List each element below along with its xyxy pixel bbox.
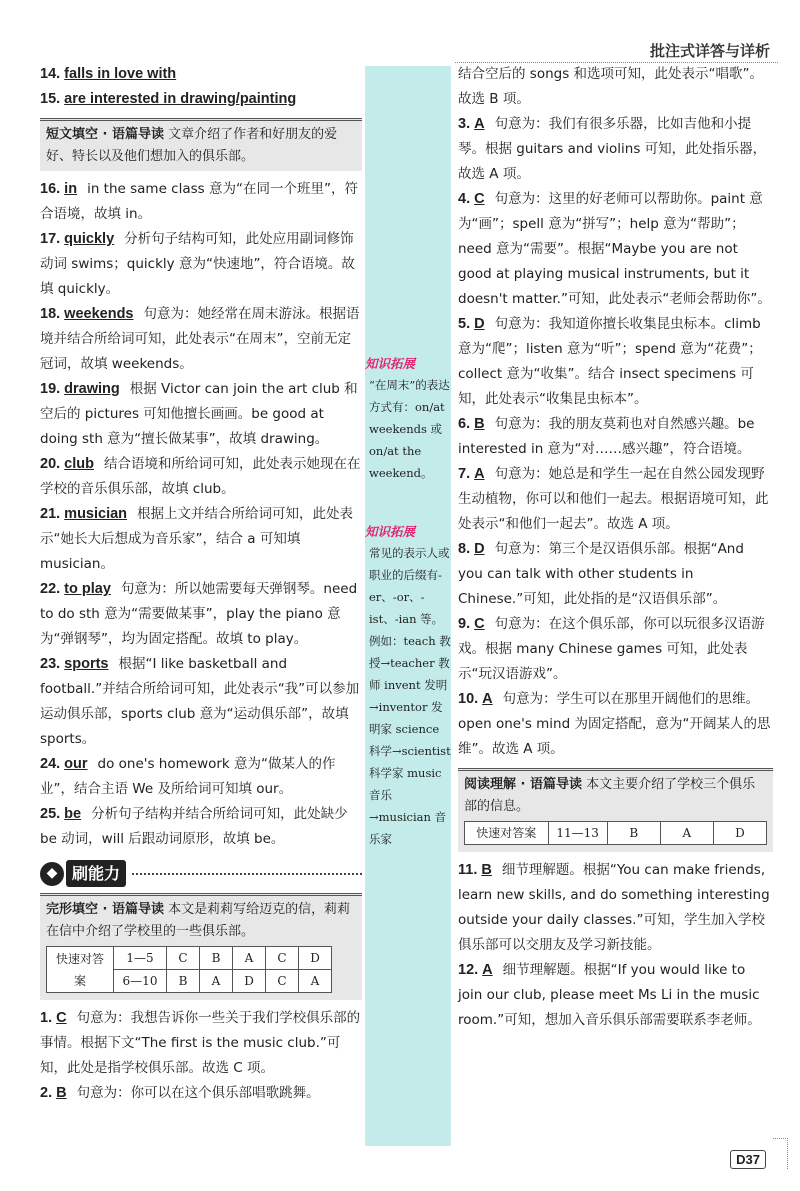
- answer-cell: B: [167, 970, 200, 993]
- item-explanation: 句意为：我们有很多乐器，比如吉他和小提琴。根据 guitars and violins 可知，此处指乐器，故选 A 项。: [458, 116, 767, 182]
- item-number: 7.: [458, 466, 471, 482]
- item-answer: D: [474, 316, 485, 332]
- item-answer: D: [474, 541, 485, 557]
- section-badge: [40, 860, 362, 887]
- range-cell: 1—5: [114, 947, 167, 970]
- range-cell: 6—10: [114, 970, 167, 993]
- answer-cell: C: [167, 947, 200, 970]
- answer-list-fill-1: [40, 62, 362, 112]
- item-number: 4.: [458, 191, 471, 207]
- item-number: 18.: [40, 306, 61, 322]
- item-answer: falls in love with: [64, 66, 177, 82]
- note-title: 知识拓展: [365, 524, 416, 539]
- item-answer: B: [56, 1085, 67, 1101]
- answer-item: [40, 502, 362, 577]
- table-row: [465, 822, 767, 845]
- answer-list-reading: [458, 858, 773, 1033]
- item-number: 17.: [40, 231, 61, 247]
- page-corner: [773, 1138, 788, 1169]
- answer-item: [40, 452, 362, 502]
- item-number: 11.: [458, 862, 478, 878]
- item-answer: quickly: [64, 231, 115, 247]
- item-number: 9.: [458, 616, 471, 632]
- passage-guide-text: 文章介绍了作者和好朋友的爱好、特长以及他们想加入的俱乐部。: [46, 127, 338, 164]
- answer-cell: C: [266, 970, 299, 993]
- answer-cell: D: [713, 822, 766, 845]
- page-number: D37: [730, 1150, 766, 1169]
- answer-item: [458, 537, 773, 612]
- page-header-title: 批注式详答与详析: [649, 42, 770, 60]
- item-explanation: 句意为：我想告诉你一些关于我们学校俱乐部的事情。根据下文“The first is the music club.”可知，此处是指学校俱乐部。故选 C 项。: [40, 1010, 361, 1076]
- answer-item: [458, 112, 773, 187]
- item-answer: sports: [64, 656, 109, 672]
- passage-guide-text: 本文是莉莉写给迈克的信，莉莉在信中介绍了学校里的一些俱乐部。: [46, 902, 351, 939]
- answer-item: [458, 858, 773, 958]
- answer-item: [458, 187, 773, 312]
- item-number: 12.: [458, 962, 479, 978]
- item-answer: club: [64, 456, 94, 472]
- answer-list-cloze-2: [458, 112, 773, 762]
- answer-item: [458, 612, 773, 687]
- item-answer: C: [474, 191, 485, 207]
- quick-answer-head: 快速对答案: [47, 947, 114, 993]
- section-badge-label: 刷能力: [66, 860, 126, 887]
- quick-answer-head: 快速对答案: [465, 822, 549, 845]
- item-answer: weekends: [64, 306, 134, 322]
- item-number: 6.: [458, 416, 471, 432]
- item-number: 2.: [40, 1085, 53, 1101]
- answer-item: [40, 1081, 362, 1106]
- dumbbell-icon: ◆: [40, 862, 64, 886]
- item-explanation: 分析句子结构可知，此处应用副词修饰动词 swims；quickly 意为“快速地”，符合语境。故填 quickly。: [40, 231, 355, 297]
- item-explanation: 句意为：在这个俱乐部，你可以玩很多汉语游戏。根据 many Chinese games 可知，此处表示“玩汉语游戏”。: [458, 616, 765, 682]
- item-number: 8.: [458, 541, 471, 557]
- item-explanation: 根据“I like basketball and football.”并结合所给词可知，此处表示“我”可以参加运动俱乐部，sports club 意为“运动俱乐部”，故填 sports。: [40, 656, 360, 747]
- passage-guide-label: 短文填空 · 语篇导读: [46, 127, 164, 142]
- item-answer: A: [474, 116, 485, 132]
- quick-answer-table: [46, 946, 332, 993]
- answer-list-fill-2: [40, 177, 362, 852]
- item-explanation: 句意为：第三个是汉语俱乐部。根据“And you can talk with other students in Chinese.”可知，此处指的是“汉语俱乐部”。: [458, 541, 744, 607]
- item-answer: C: [474, 616, 485, 632]
- passage-guide-box-1: [40, 118, 362, 171]
- item-number: 24.: [40, 756, 61, 772]
- answer-cell: A: [299, 970, 332, 993]
- side-notes-column: [365, 66, 451, 1146]
- item-number: 25.: [40, 806, 61, 822]
- answer-item: [40, 577, 362, 652]
- passage-guide-label: 阅读理解 · 语篇导读: [464, 777, 582, 792]
- item-answer: A: [482, 962, 493, 978]
- answer-cell: A: [660, 822, 713, 845]
- item-number: 14.: [40, 66, 61, 82]
- item-explanation: 细节理解题。根据“You can make friends, learn new skills, and do something interesting outside your daily classes.”可知，学生加入学校俱乐部可以交朋友及学习新技能。: [458, 862, 770, 953]
- answer-list-cloze: [40, 1006, 362, 1106]
- answer-cell: D: [233, 970, 266, 993]
- item-explanation: 分析句子结构并结合所给词可知，此处缺少 be 动词，will 后跟动词原形，故填 be。: [40, 806, 348, 847]
- answer-item: [40, 177, 362, 227]
- note-title: 知识拓展: [365, 356, 416, 371]
- answer-item: [40, 377, 362, 452]
- left-column: [40, 62, 362, 1106]
- item-explanation: 句意为：她总是和学生一起在自然公园发现野生动植物，你可以和他们一起去。根据语境可知，此处表示“和他们一起去”。故选 A 项。: [458, 466, 769, 532]
- item-number: 16.: [40, 181, 61, 197]
- item-answer: B: [474, 416, 485, 432]
- item-explanation: 根据 Victor can join the art club 和空后的 pictures 可知他擅长画画。be good at doing sth 意为“擅长做某事”，故填 drawing。: [40, 381, 358, 447]
- item-explanation: 结合语境和所给词可知，此处表示她现在在学校的音乐俱乐部，故填 club。: [40, 456, 361, 497]
- answer-cell: C: [266, 947, 299, 970]
- answer-cell: A: [200, 970, 233, 993]
- answer-item: [40, 652, 362, 752]
- answer-item: [458, 312, 773, 412]
- answer-item: [40, 227, 362, 302]
- quick-answer-table: [464, 821, 767, 845]
- item-answer: C: [56, 1010, 67, 1026]
- answer-cell: B: [607, 822, 660, 845]
- passage-guide-label: 完形填空 · 语篇导读: [46, 902, 164, 917]
- item-answer: to play: [64, 581, 111, 597]
- passage-guide-box-2: [40, 893, 362, 1000]
- item-answer: our: [64, 756, 88, 772]
- item-number: 3.: [458, 116, 471, 132]
- range-cell: 11—13: [548, 822, 607, 845]
- passage-guide-text: 本文主要介绍了学校三个俱乐部的信息。: [464, 777, 756, 814]
- dotted-divider: [132, 873, 362, 875]
- answer-item: [40, 802, 362, 852]
- answer-item: [40, 752, 362, 802]
- item-explanation: 细节理解题。根据“If you would like to join our club, please meet Ms Li in the music room.”可知，想加入音乐俱乐部需要联系李老师。: [458, 962, 761, 1028]
- answer-cell: B: [200, 947, 233, 970]
- item-number: 21.: [40, 506, 61, 522]
- item-answer: B: [481, 862, 492, 878]
- item-number: 23.: [40, 656, 61, 672]
- answer-item: [458, 687, 773, 762]
- item-answer: in: [64, 181, 78, 197]
- item-explanation: do one's homework 意为“做某人的作业”，结合主语 We 及所给词可知填 our。: [40, 756, 336, 797]
- note-text: “在周末”的表达方式有：on/at weekends 或 on/at the weekend。: [369, 378, 450, 480]
- item-answer: drawing: [64, 381, 120, 397]
- continued-text: 结合空后的 songs 和选项可知，此处表示“唱歌”。故选 B 项。: [458, 66, 764, 107]
- item-explanation: in the same class 意为“在同一个班里”，符合语境，故填 in。: [40, 181, 358, 222]
- answer-item: [458, 412, 773, 462]
- right-column: [458, 62, 773, 1033]
- passage-guide-box-3: [458, 768, 773, 852]
- answer-item: [40, 87, 362, 112]
- item-explanation: 句意为：我知道你擅长收集昆虫标本。climb 意为“爬”；listen 意为“听”；spend 意为“花费”；collect 意为“收集”。结合 insect specimens 可知，此处表示“收集昆虫标本”。: [458, 316, 762, 407]
- item-number: 20.: [40, 456, 61, 472]
- item-explanation: 句意为：我的朋友莫莉也对自然感兴趣。be interested in 意为“对……感兴趣”，符合语境。: [458, 416, 755, 457]
- item-explanation: 句意为：她经常在周末游泳。根据语境并结合所给词可知，此处表示“在周末”，空前无定冠词，故填 weekends。: [40, 306, 360, 372]
- item-explanation: 句意为：学生可以在那里开阔他们的思维。open one's mind 为固定搭配，意为“开阔某人的思维”。故选 A 项。: [458, 691, 771, 757]
- item-number: 15.: [40, 91, 61, 107]
- item-explanation: 句意为：所以她需要每天弹钢琴。need to do sth 意为“需要做某事”，play the piano 意为“弹钢琴”，均为固定搭配。故填 to play。: [40, 581, 358, 647]
- item-number: 1.: [40, 1010, 53, 1026]
- item-answer: A: [474, 466, 485, 482]
- item-number: 22.: [40, 581, 61, 597]
- item-answer: A: [482, 691, 493, 707]
- item-answer: are interested in drawing/painting: [64, 91, 297, 107]
- item-number: 10.: [458, 691, 479, 707]
- answer-item: [40, 62, 362, 87]
- item-explanation: 句意为：你可以在这个俱乐部唱歌跳舞。: [76, 1085, 320, 1101]
- answer-item: [40, 1006, 362, 1081]
- item-number: 19.: [40, 381, 61, 397]
- item-answer: musician: [64, 506, 128, 522]
- item-answer: be: [64, 806, 82, 822]
- table-row: [47, 947, 332, 970]
- item-number: 5.: [458, 316, 471, 332]
- note-text: 常见的表示人或职业的后缀有-er、-or、-ist、-ian 等。例如：teach 教授→teacher 教师 invent 发明→inventor 发明家 science 科学→scientist 科学家 music 音乐→musician 音乐家: [369, 546, 451, 846]
- answer-cell: D: [299, 947, 332, 970]
- item-explanation: 句意为：这里的好老师可以帮助你。paint 意为“画”；spell 意为“拼写”；help 意为“帮助”；need 意为“需要”。根据“Maybe you are not good at playing musical instruments, but it doesn't matter.”可知，此处表示“老师会帮助你”。: [458, 191, 771, 307]
- answer-item: [40, 302, 362, 377]
- answer-cell: A: [233, 947, 266, 970]
- item-explanation: 根据上文并结合所给词可知，此处表示“她长大后想成为音乐家”，结合 a 可知填 musician。: [40, 506, 354, 572]
- answer-item: [458, 958, 773, 1033]
- answer-item: [458, 462, 773, 537]
